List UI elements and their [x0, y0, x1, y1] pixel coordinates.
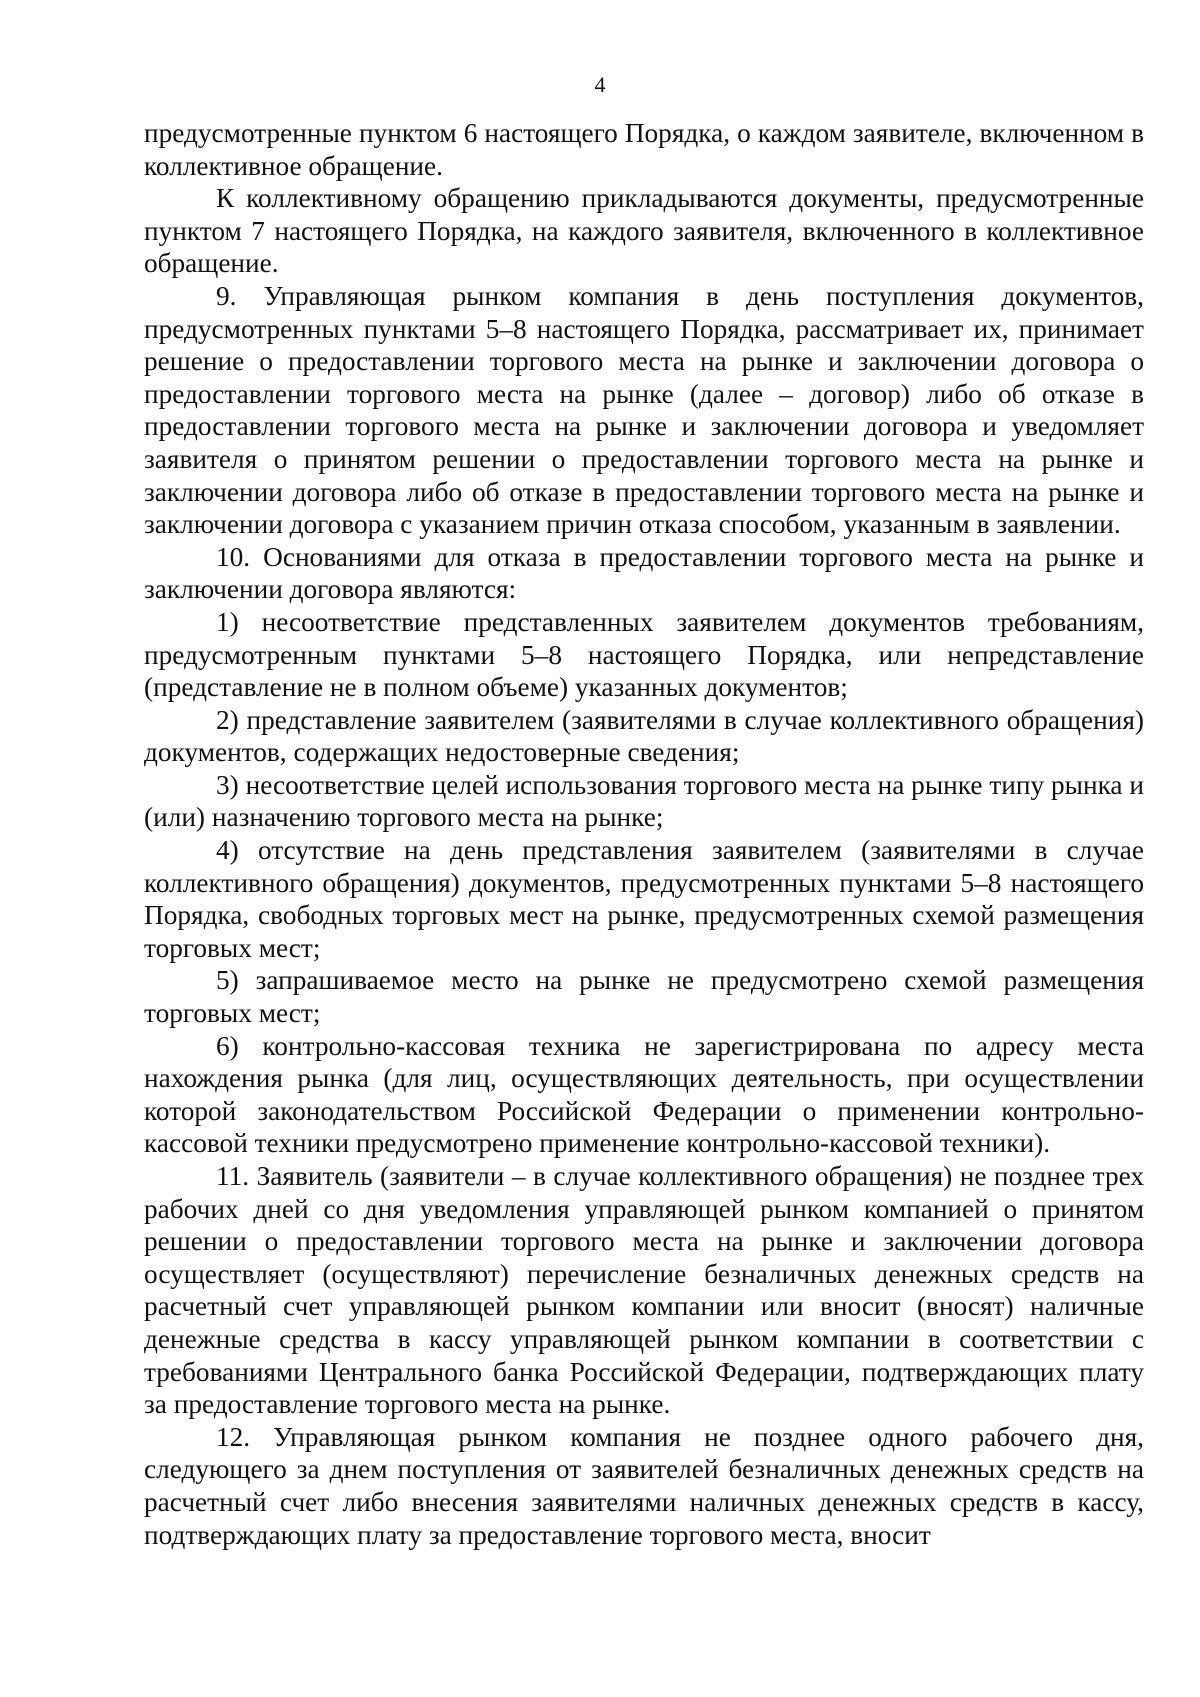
document-body [144, 117, 1144, 1551]
paragraph-item-10-sub-4: 4) отсутствие на день представления заявителем (заявителями в случае коллективного обращения) документов, предусмотренных пунктами 5–8 настоящего Порядка, свободных торговых мест на рынке, предусмотренных схемой размещения торговых мест; [144, 835, 1144, 963]
paragraph-collective-appeal-documents: К коллективному обращению прикладываются документы, предусмотренные пунктом 7 настоящего Порядка, на каждого заявителя, включенного в коллективное обращение. [144, 183, 1144, 279]
paragraph-item-10: 10. Основаниями для отказа в предоставлении торгового места на рынке и заключении договора являются: [144, 541, 1144, 605]
paragraph-item-10-sub-1: 1) несоответствие представленных заявителем документов требованиям, предусмотренным пунктами 5–8 настоящего Порядка, или непредставление (представление не в полном объеме) указанных документов; [144, 606, 1144, 703]
paragraph-item-9: 9. Управляющая рынком компания в день поступления документов, предусмотренных пунктами 5–8 настоящего Порядка, рассматривает их, принимает решение о предоставлении торгового места на рынке и заключении договора о предоставлении торгового места на рынке (далее – договор) либо об отказе в предоставлении торгового места на рынке и заключении договора и уведомляет заявителя о принятом решении о предоставлении торгового места на рынке и заключении договора либо об отказе в предоставлении торгового места на рынке и заключении договора с указанием причин отказа способом, указанным в заявлении. [144, 280, 1144, 540]
paragraph-item-10-sub-5: 5) запрашиваемое место на рынке не предусмотрено схемой размещения торговых мест; [144, 965, 1144, 1029]
paragraph-continuation: предусмотренные пунктом 6 настоящего Порядка, о каждом заявителе, включенном в коллективное обращение. [144, 118, 1144, 181]
page-number: 4 [594, 72, 606, 97]
paragraph-item-10-sub-2: 2) представление заявителем (заявителями в случае коллективного обращения) документов, содержащих недостоверные сведения; [144, 704, 1144, 768]
paragraph-item-10-sub-6: 6) контрольно-кассовая техника не зарегистрирована по адресу места нахождения рынка (для лиц, осуществляющих деятельность, при осуществлении которой законодательством Российской Федерации о применении контрольно-кассовой техники предусмотрено применение контрольно-кассовой техники). [144, 1030, 1144, 1159]
paragraph-item-12: 12. Управляющая рынком компания не позднее одного рабочего дня, следующего за днем поступления от заявителей безналичных денежных средств на расчетный счет либо внесения заявителями наличных денежных средств в кассу, подтверждающих плату за предоставление торгового места, вносит [144, 1421, 1144, 1550]
paragraph-item-11: 11. Заявитель (заявители – в случае коллективного обращения) не позднее трех рабочих дней со дня уведомления управляющей рынком компанией о принятом решении о предоставлении торгового места на рынке и заключении договора осуществляет (осуществляют) перечисление безналичных денежных средств на расчетный счет управляющей рынком компании или вносит (вносят) наличные денежные средства в кассу управляющей рынком компании в соответствии с требованиями Центрального банка Российской Федерации, подтверждающих плату за предоставление торгового места на рынке. [144, 1161, 1144, 1420]
paragraph-item-10-sub-3: 3) несоответствие целей использования торгового места на рынке типу рынка и (или) назначению торгового места на рынке; [144, 769, 1144, 833]
